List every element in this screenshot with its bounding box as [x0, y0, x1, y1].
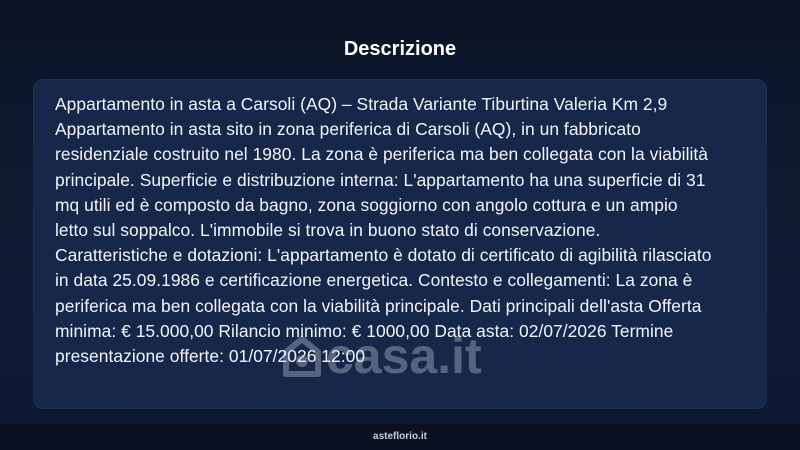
- description-line: principale. Superficie e distribuzione interna: L'appartamento ha una superficie di 31: [55, 169, 706, 190]
- description-text: [55, 92, 745, 369]
- description-line: presentazione offerte: 01/07/2026 12:00: [55, 346, 366, 367]
- description-line: Caratteristiche e dotazioni: L'appartamento è dotato di certificato di agibilità rilasciato: [55, 245, 712, 266]
- description-line: periferica ma ben collegata con la viabilità principale. Dati principali dell'asta Offerta: [55, 295, 702, 316]
- description-line: minima: € 15.000,00 Rilancio minimo: € 1000,00 Data asta: 02/07/2026 Termine: [55, 320, 674, 341]
- description-line: Appartamento in asta sito in zona periferica di Carsoli (AQ), in un fabbricato: [55, 119, 641, 140]
- footer-source-text: asteflorio.it: [373, 431, 427, 442]
- description-line: in data 25.09.1986 e certificazione energetica. Contesto e collegamenti: La zona è: [55, 270, 693, 291]
- watermark-text: casa.it: [326, 328, 482, 384]
- description-line: Appartamento in asta a Carsoli (AQ) – Strada Variante Tiburtina Valeria Km 2,9: [55, 94, 668, 114]
- description-line: mq utili ed è composto da bagno, zona soggiorno con angolo cottura e un ampio: [55, 194, 678, 215]
- description-line: residenziale costruito nel 1980. La zona è periferica ma ben collegata con la viabilità: [55, 144, 709, 165]
- description-line: letto sul soppalco. L'immobile si trova in buono stato di conservazione.: [55, 220, 601, 241]
- section-title: Descrizione: [343, 38, 457, 60]
